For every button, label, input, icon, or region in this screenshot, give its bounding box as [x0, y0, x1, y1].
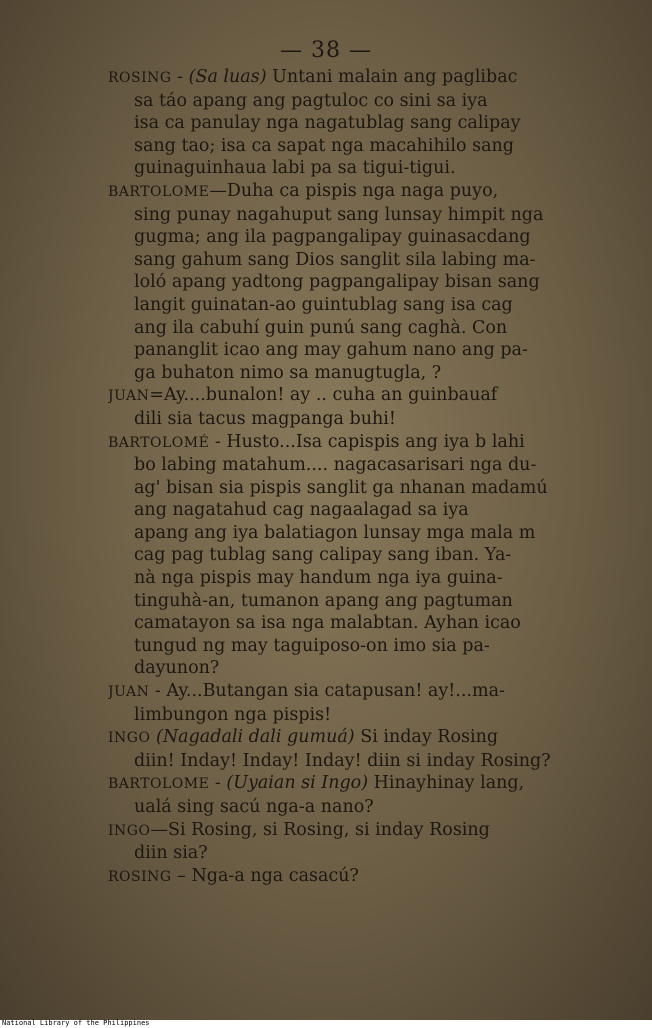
dialogue-line: sa táo apang ang pagtuloc co sini sa iya — [134, 90, 488, 111]
speech-bartolome-3 — [108, 772, 608, 818]
page-number: — 38 — — [280, 38, 372, 63]
dialogue-line: pananglit icao ang may gahum nano ang pa- — [134, 340, 528, 361]
dialogue-line: ang nagatahud cag nagaalagad sa iya — [134, 500, 469, 521]
speaker-separator: = — [149, 385, 165, 406]
dialogue-line: diin sia? — [134, 843, 208, 864]
dialogue-line: sing punay nagahuput sang lunsay himpit nga — [134, 204, 544, 225]
dialogue-text: Husto...Isa capispis ang iya b lahi — [226, 431, 525, 452]
speaker-name: INGO — [108, 822, 151, 839]
dialogue-line: isa ca panulay nga nagatublag sang calipay — [134, 113, 521, 134]
speech-juan-2 — [108, 680, 608, 726]
speech-line — [108, 66, 608, 90]
dialogue-text: Untani malain ang paglibac — [272, 67, 518, 87]
dialogue-line: camatayon sa isa nga malabtan. Ayhan icao — [134, 613, 521, 634]
dialogue-line: dili sia tacus magpanga buhi! — [134, 408, 396, 429]
speech-rosing-2 — [108, 865, 608, 889]
speech-line — [108, 680, 608, 704]
dialogue-line: tungud ng may taguiposo-on imo sia pa- — [134, 635, 490, 656]
dialogue-line: loló apang yadtong pagpangalipay bisan sang — [134, 272, 540, 293]
dialogue-line: ualá sing sacú nga-a nano? — [134, 797, 374, 817]
speaker-name: JUAN — [108, 684, 150, 701]
dialogue-text: Si inday Rosing — [360, 727, 499, 748]
dialogue-line: limbungon nga pispis! — [134, 704, 332, 725]
dialogue-line: bo labing matahum.... nagacasarisari nga du- — [134, 455, 537, 476]
speaker-separator: - — [149, 681, 167, 702]
stage-direction: (Nagadali dali gumuá) — [156, 727, 355, 748]
stage-direction: (Sa luas) — [188, 67, 267, 87]
speech-line — [108, 431, 608, 455]
speaker-name: JUAN — [108, 388, 150, 405]
speech-bartolome-1 — [108, 180, 608, 384]
speaker-name: BARTOLOME — [108, 183, 210, 200]
dialogue-line: diin! Inday! Inday! Inday! diin si inday Rosing? — [134, 750, 551, 771]
speech-line — [108, 772, 608, 796]
credit-text: National Library of the Philippines — [2, 1019, 150, 1027]
speaker-separator: — — [209, 180, 227, 201]
dialogue-line: sang tao; isa ca sapat nga macahihilo sang — [134, 135, 514, 156]
dialogue-text: Nga-a nga casacú? — [191, 865, 359, 886]
dialogue-line: ang ila cabuhí guin punú sang caghà. Con — [134, 317, 508, 338]
dialogue-line: ga buhaton nimo sa manugtugla, ? — [134, 362, 442, 383]
dialogue-line: tinguhà-an, tumanon apang ang pagtuman — [134, 590, 513, 611]
dialogue-line: langit guinatan-ao guintublag sang isa cag — [134, 294, 513, 315]
dialogue-line: guinaguinhaua labi pa sa tigui-tigui. — [134, 158, 456, 179]
speaker-separator: – — [171, 865, 192, 886]
speaker-name: ROSING — [108, 868, 172, 885]
dialogue-text: Ay...Butangan sia catapusan! ay!...ma- — [166, 681, 505, 702]
dialogue-line: apang ang iya balatiagon lunsay mga mala m — [134, 522, 536, 543]
speaker-separator: - — [209, 431, 227, 452]
dialogue-text: Duha ca pispis nga naga puyo, — [226, 180, 499, 201]
dialogue-line: cag pag tublag sang calipay sang iban. Ya- — [134, 545, 512, 566]
dialogue-line: dayunon? — [134, 658, 220, 679]
speaker-separator: — — [150, 819, 168, 840]
speaker-separator: - — [171, 67, 189, 87]
dialogue-line: ag' bisan sia pispis sanglit ga nhanan madamú — [134, 477, 548, 498]
speech-line — [108, 726, 608, 750]
speech-ingo-1 — [108, 726, 608, 772]
speaker-separator: - — [209, 773, 227, 794]
stage-direction: (Uyaian si Ingo) — [226, 773, 369, 794]
speaker-name: BARTOLOMÉ — [108, 434, 210, 451]
speech-bartolome-2 — [108, 431, 608, 681]
speech-line — [108, 384, 608, 408]
speech-line — [108, 180, 608, 204]
speaker-name: INGO — [108, 730, 151, 747]
speech-ingo-2 — [108, 819, 608, 865]
speaker-name: ROSING — [108, 70, 172, 86]
speech-juan-1 — [108, 384, 608, 430]
dialogue-text: Si Rosing, si Rosing, si inday Rosing — [167, 819, 490, 840]
dialogue-text: Ay....bunalon! ay .. cuha an guinbauaf — [164, 385, 498, 406]
dialogue-line: nà nga pispis may handum nga iya guina- — [134, 568, 503, 589]
speech-line — [108, 819, 608, 843]
speech-rosing-1 — [108, 66, 608, 180]
play-text — [108, 66, 608, 888]
dialogue-text: Hinayhinay lang, — [373, 773, 525, 794]
dialogue-line: sang gahum sang Dios sanglit sila labing ma- — [134, 249, 536, 270]
speech-line — [108, 865, 608, 889]
speaker-name: BARTOLOME — [108, 776, 210, 793]
dialogue-line: gugma; ang ila pagpangalipay guinasacdang — [134, 227, 531, 248]
